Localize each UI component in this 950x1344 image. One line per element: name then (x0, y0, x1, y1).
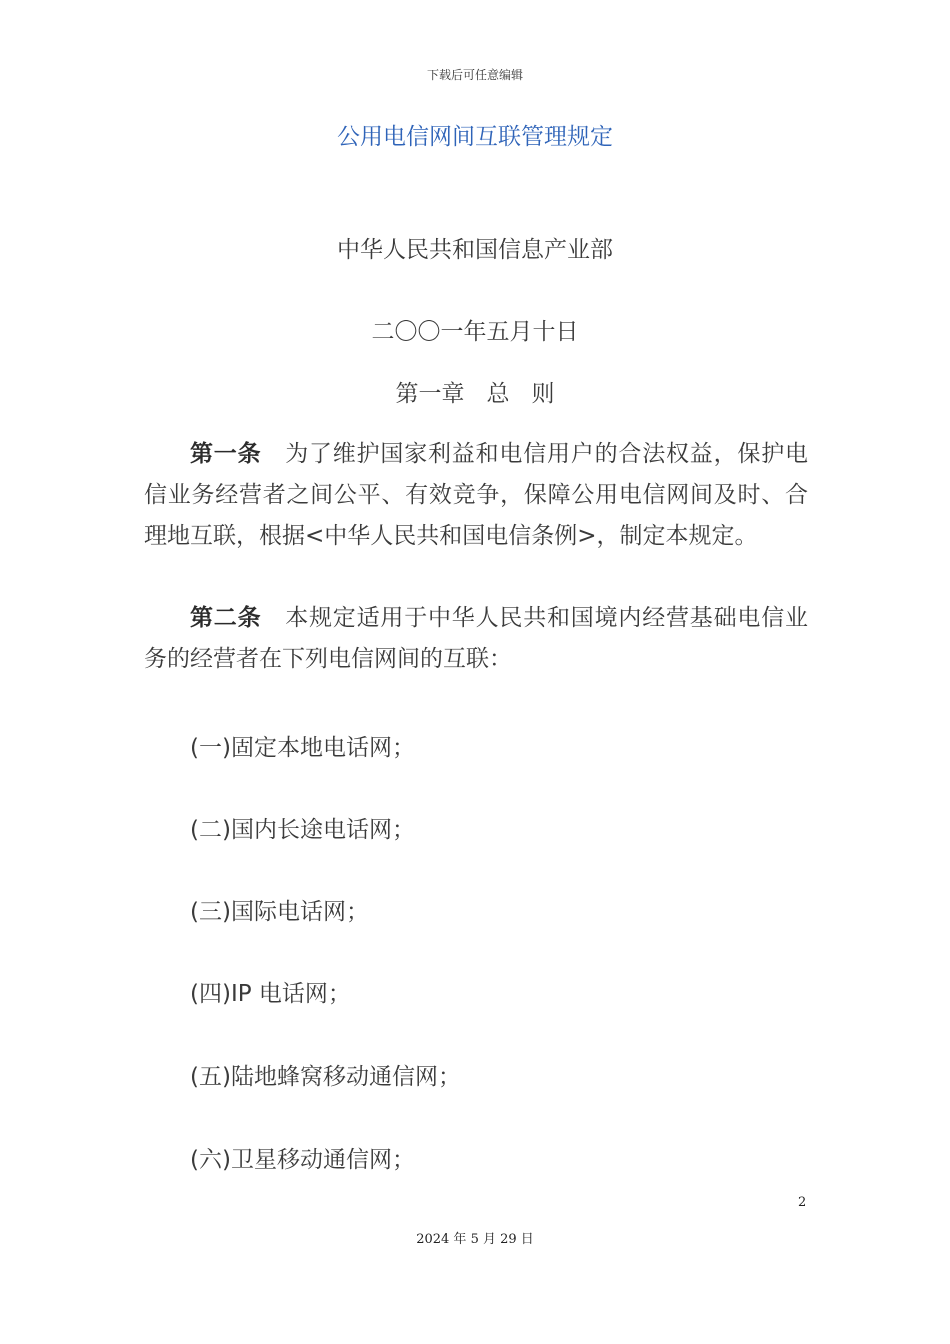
list-item-6: (六)卫星移动通信网； (190, 1147, 415, 1173)
chapter-title-word-1: 总 (486, 381, 510, 407)
footer-date: 2024 年 5 月 29 日 (416, 1232, 534, 1247)
article-1-number: 第一条 (190, 441, 262, 467)
chapter-number: 第一章 (395, 381, 465, 407)
article-2 (144, 598, 808, 680)
list-item-4: (四)IP 电话网； (190, 981, 351, 1007)
article-1-text: 为了维护国家利益和电信用户的合法权益，保护电信业务经营者之间公平、有效竞争，保障公用电信网间及时、合理地互联，根据<中华人民共和国电信条例>，制定本规定。 (144, 441, 809, 549)
article-2-number: 第二条 (190, 605, 262, 631)
document-title: 公用电信网间互联管理规定 (337, 124, 613, 150)
issuing-authority: 中华人民共和国信息产业部 (337, 237, 613, 263)
chapter-heading (0, 375, 950, 408)
article-1 (144, 434, 808, 557)
chapter-title-word-2: 则 (531, 381, 555, 407)
article-2-text: 本规定适用于中华人民共和国境内经营基础电信业务的经营者在下列电信网间的互联： (144, 605, 809, 672)
list-item-1: (一)固定本地电话网； (190, 735, 415, 761)
page-header-note: 下载后可任意编辑 (426, 68, 523, 82)
issue-date: 二〇〇一年五月十日 (371, 319, 579, 345)
list-item-3: (三)国际电话网； (190, 899, 369, 925)
list-item-5: (五)陆地蜂窝移动通信网； (190, 1064, 461, 1090)
list-item-2: (二)国内长途电话网； (190, 817, 415, 843)
page-number: 2 (798, 1195, 807, 1210)
